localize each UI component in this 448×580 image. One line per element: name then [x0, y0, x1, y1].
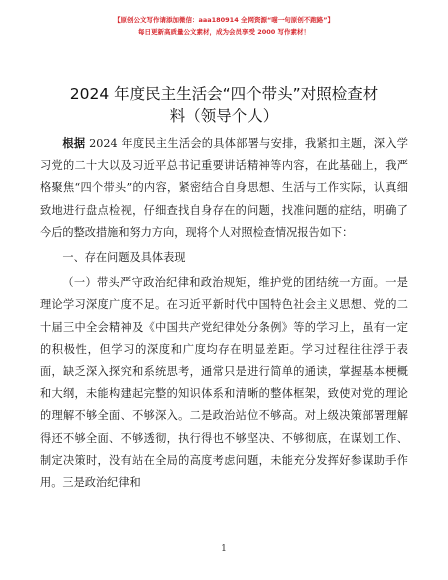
watermark-banner: [0, 14, 448, 38]
section-heading: 一、存在问题及具体表现: [62, 251, 186, 265]
title-line-1: 2024 年度民主生活会“四个带头”对照检查材: [69, 85, 379, 103]
banner-line-2: 每日更新高质量公文素材，成为会员享受 2000 写作素材！: [137, 28, 311, 36]
page-number: 1: [221, 544, 227, 554]
title-line-2: 料（领导个人）: [169, 107, 279, 125]
section-paragraph: （一）带头严守政治纪律和政治规矩，维护党的团结统一方面。一是理论学习深度广度不足。在习近平新时代中国特色社会主义思想、党的二十届三中全会精神及《中国共产党纪律处分条例》等的学习上，虽有一定的积极性，但学习的深度和广度均存在明显差距。学习过程往往浮于表面，缺乏深入探究和系统思考，通常只是进行简单的通读，掌握基本梗概和大纲，未能构建起完整的知识体系和清晰的整体框架，致使对党的理论的理解不够全面、不够深入。二是政治站位不够高。对上级决策部署理解得还不够全面、不够透彻，执行得也不够坚决、不够彻底，在谋划工作、制定决策时，没有站在全局的高度考虑问题，未能充分发挥好参谋助手作用。三是政治纪律和: [40, 276, 408, 490]
intro-text: 2024 年度民主生活会的具体部署与安排，我紧扣主题，深入学习党的二十大以及习近平总书记重要讲话精神等内容，在此基础上，我严格聚焦“四个带头”的内容，紧密结合自身思想、生活与工作实际，认真细致地进行盘点检视，仔细查找自身存在的问题，找准问题的症结，明确了今后的整改措施和努力方向，现将个人对照检查情况报告如下：: [40, 137, 408, 239]
document-body: [40, 132, 408, 494]
banner-line-1: 【原创公文写作请添加微信：aaa180914 全网资源“喵一句原创不跑路”】: [113, 16, 335, 24]
intro-paragraph: [40, 132, 408, 244]
document-title: [40, 83, 408, 127]
intro-lead: 根据: [62, 136, 86, 150]
